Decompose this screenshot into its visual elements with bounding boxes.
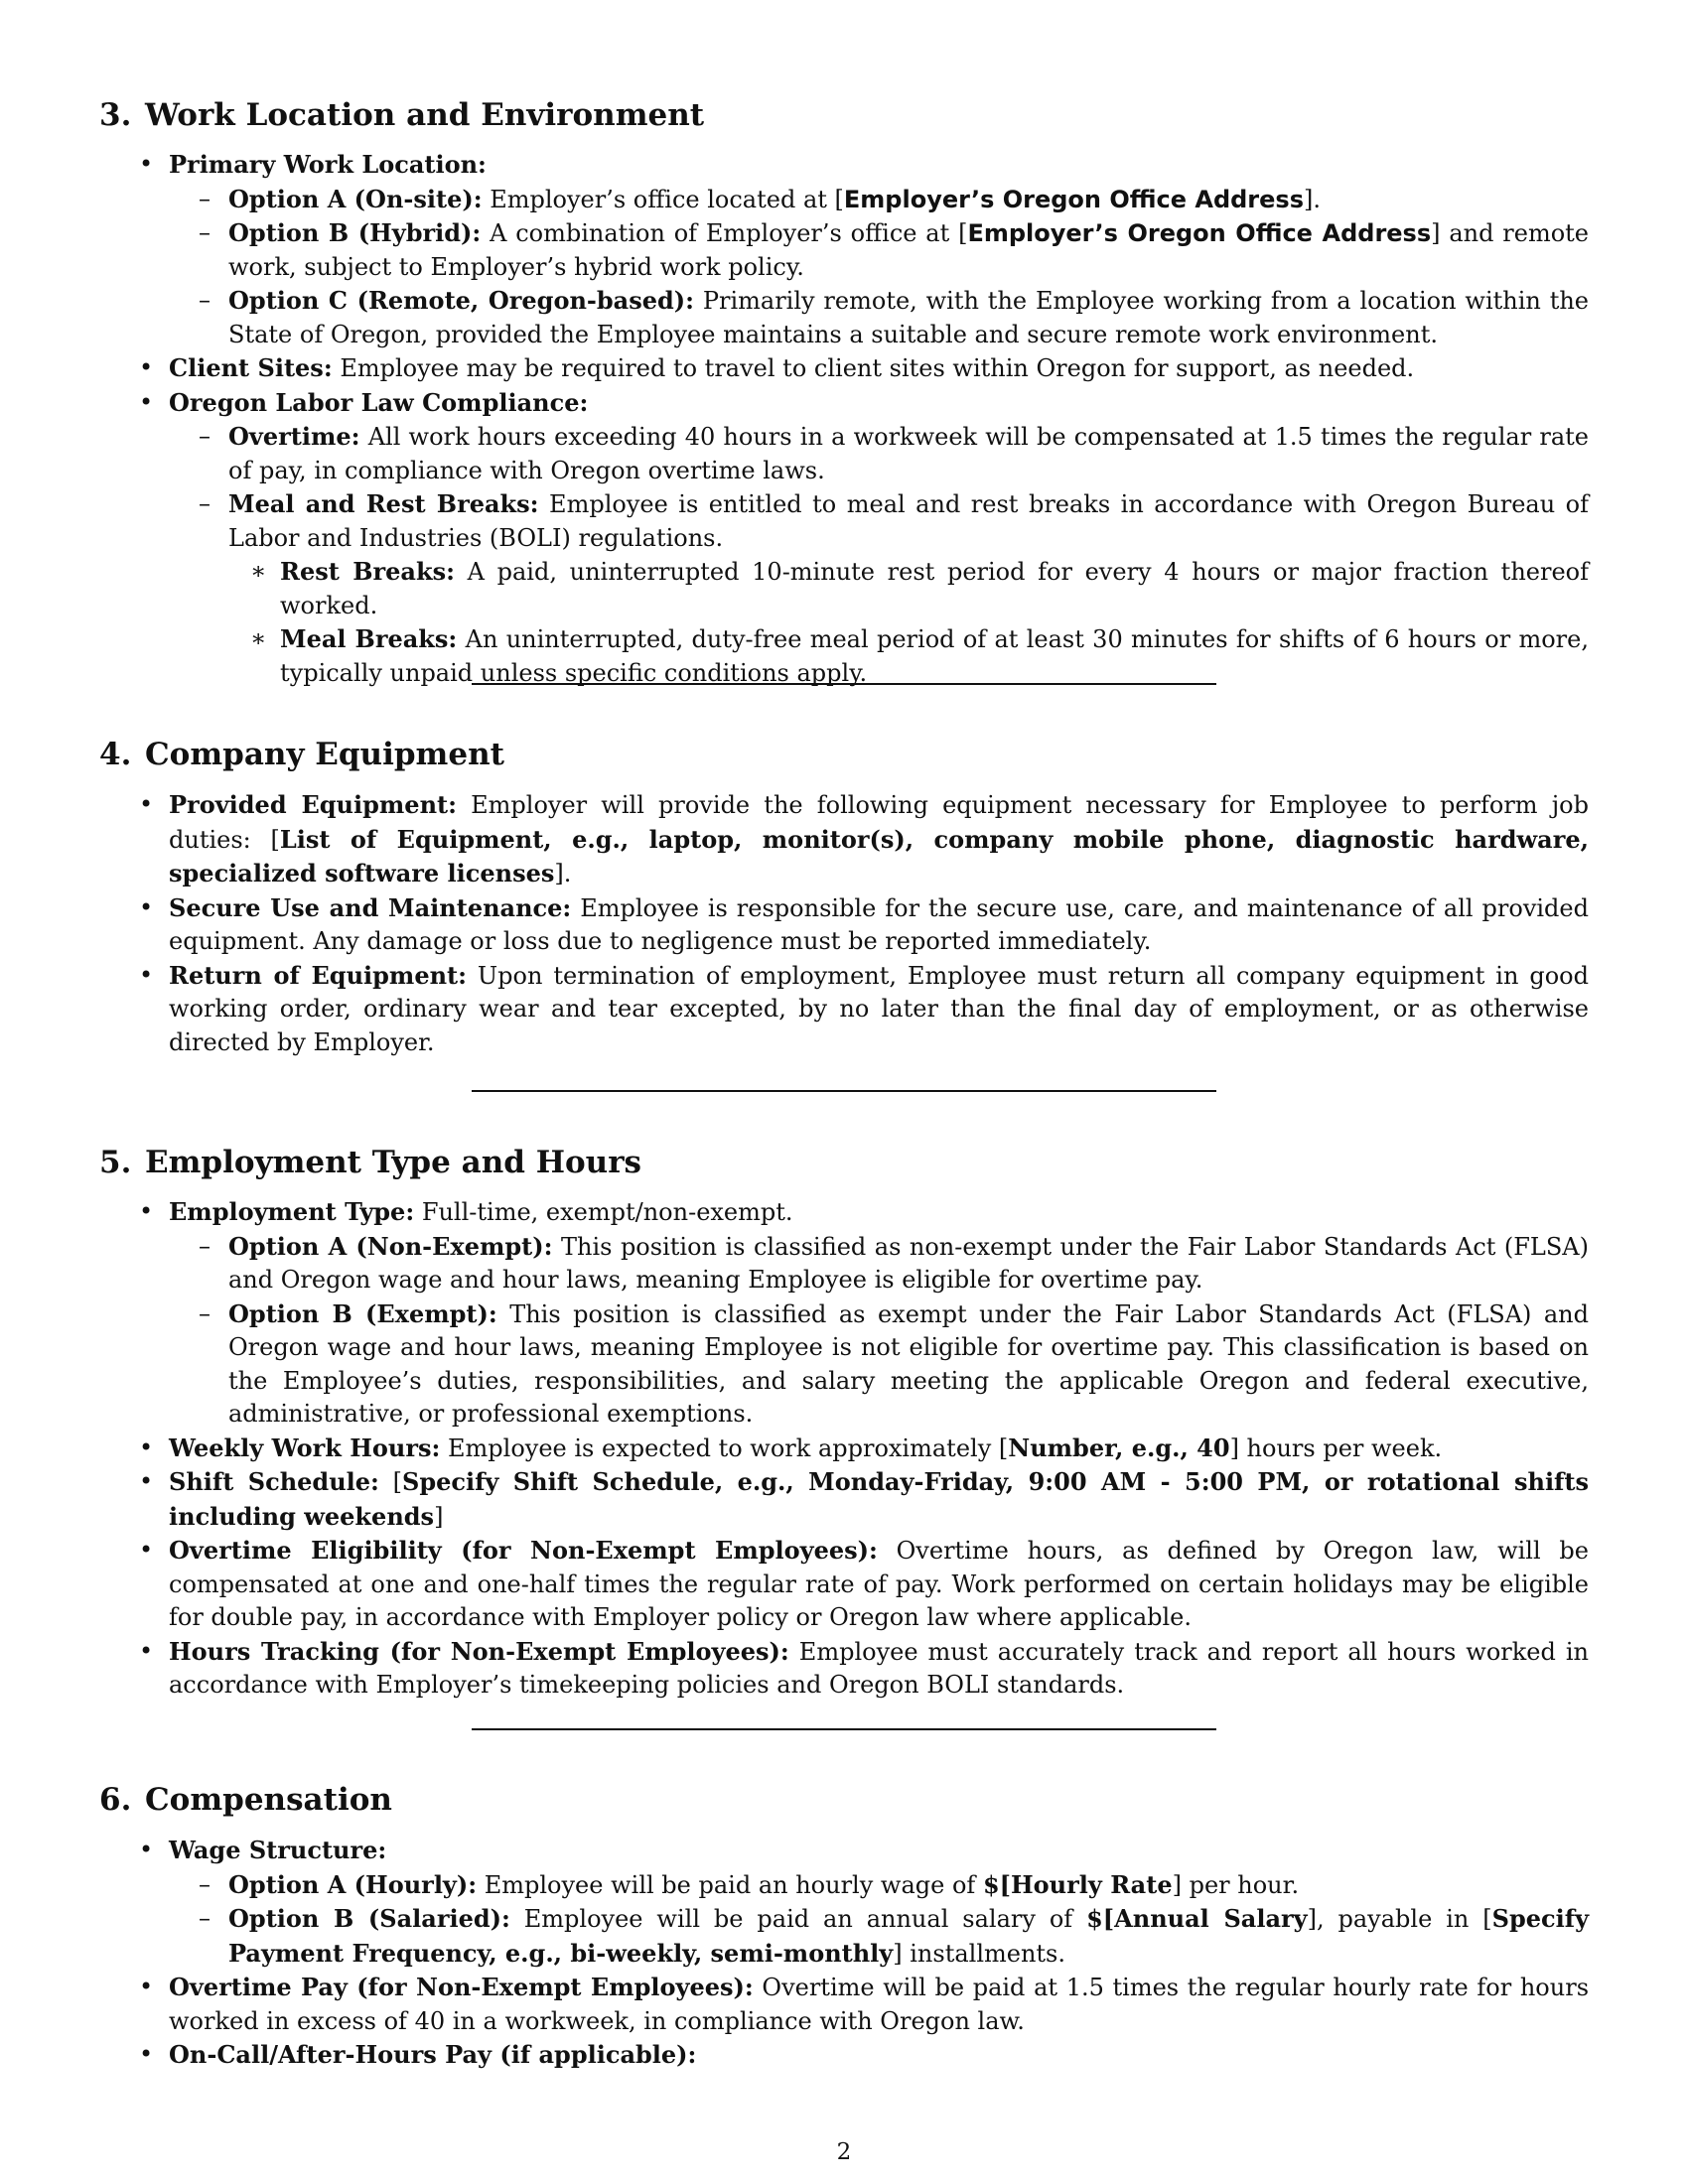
list-item: – Option A (Non-Exempt): This position is classified as non-exempt under the Fair Labor Standards Act (FLSA) and Oregon wage and hour laws, meaning Employee is eligible for overtime pay.: [169, 1230, 1589, 1297]
list-item: – Option A (On-site): Employer’s office located at [Employer’s Oregon Office Address].: [169, 183, 1589, 217]
section-divider: [472, 1728, 1216, 1730]
list-item: • Return of Equipment: Upon termination of employment, Employee must return all company equipment in good working order, ordinary wear and tear excepted, by no later than the final day of employment, or as otherwise directed by Employer.: [99, 959, 1589, 1060]
list-item: • Client Sites: Employee may be required to travel to client sites within Oregon for support, as needed.: [99, 351, 1589, 386]
list-item: – Overtime: All work hours exceeding 40 hours in a workweek will be compensated at 1.5 times the regular rate of pay, in compliance with Oregon overtime laws.: [169, 420, 1589, 487]
list-item: ∗ Rest Breaks: A paid, uninterrupted 10-minute rest period for every 4 hours or major fraction thereof worked.: [228, 555, 1589, 622]
list-item: – Option B (Salaried): Employee will be paid an annual salary of $[Annual Salary], payable in [Specify Payment Frequency, e.g., bi-weekly, semi-monthly] installments.: [169, 1902, 1589, 1971]
list-item: • Secure Use and Maintenance: Employee is responsible for the secure use, care, and maintenance of all provided equipment. Any damage or loss due to negligence must be reported immediately.: [99, 891, 1589, 959]
section-3-heading: 3. Work Location and Environment: [99, 97, 705, 133]
list-item: – Option B (Hybrid): A combination of Employer’s office at [Employer’s Oregon Office Address] and remote work, subject to Employer’s hybrid work policy.: [169, 216, 1589, 284]
section-3-body: [99, 148, 1589, 690]
page-number: 2: [836, 2139, 852, 2165]
list-item: • Wage Structure: – Option A (Hourly): Employee will be paid an hourly wage of $[Hourly Rate] per hour. – Option B (Salaried): Employee will be paid an annual salary of $[Annual Salary], payable in [Specify Payment Frequency, e.g., bi-weekly, semi-monthly] installments.: [99, 1834, 1589, 1971]
list-item: • Oregon Labor Law Compliance: – Overtime: All work hours exceeding 40 hours in a workweek will be compensated at 1.5 times the regular rate of pay, in compliance with Oregon overtime laws. – Meal and Rest Breaks: Employee is entitled to meal and rest breaks in accordance with Oregon Bureau of Labor and Industries (BOLI) regulations. ∗ Rest Breaks: A paid, uninterrupted 10-minute rest period for every 4 hours or major fraction thereof worked. ∗ Meal Breaks: An uninterrupted, duty-free meal period of at least 30 minutes for shifts of 6 hours or more, typically unpaid unless specific conditions apply.: [99, 386, 1589, 691]
list-item: • Hours Tracking (for Non-Exempt Employees): Employee must accurately track and report all hours worked in accordance with Employer’s timekeeping policies and Oregon BOLI standards.: [99, 1635, 1589, 1703]
list-item: • Overtime Pay (for Non-Exempt Employees): Overtime will be paid at 1.5 times the regular hourly rate for hours worked in excess of 40 in a workweek, in compliance with Oregon law.: [99, 1971, 1589, 2038]
list-item: – Option A (Hourly): Employee will be paid an hourly wage of $[Hourly Rate] per hour.: [169, 1868, 1589, 1903]
section-4-body: [99, 788, 1589, 1059]
section-divider: [472, 683, 1216, 685]
list-item: • Weekly Work Hours: Employee is expected to work approximately [Number, e.g., 40] hours per week.: [99, 1432, 1589, 1466]
list-item: – Option B (Exempt): This position is classified as exempt under the Fair Labor Standards Act (FLSA) and Oregon wage and hour laws, meaning Employee is not eligible for overtime pay. This classification is based on the Employee’s duties, responsibilities, and salary meeting the applicable Oregon and federal executive, administrative, or professional exemptions.: [169, 1297, 1589, 1432]
section-divider: [472, 1090, 1216, 1092]
list-item: • Employment Type: Full-time, exempt/non-exempt. – Option A (Non-Exempt): This position is classified as non-exempt under the Fair Labor Standards Act (FLSA) and Oregon wage and hour laws, meaning Employee is eligible for overtime pay. – Option B (Exempt): This position is classified as exempt under the Fair Labor Standards Act (FLSA) and Oregon wage and hour laws, meaning Employee is not eligible for overtime pay. This classification is based on the Employee’s duties, responsibilities, and salary meeting the applicable Oregon and federal executive, administrative, or professional exemptions.: [99, 1195, 1589, 1432]
section-6-heading: 6. Compensation: [99, 1782, 392, 1818]
list-item: – Option C (Remote, Oregon-based): Primarily remote, with the Employee working from a location within the State of Oregon, provided the Employee maintains a suitable and secure remote work environment.: [169, 284, 1589, 351]
section-4-heading: 4. Company Equipment: [99, 737, 504, 772]
document-page: [99, 0, 1589, 2184]
section-5-heading: 5. Employment Type and Hours: [99, 1145, 641, 1180]
list-item: • Provided Equipment: Employer will provide the following equipment necessary for Employee to perform job duties: [List of Equipment, e.g., laptop, monitor(s), company mobile phone, diagnostic hardware, specialized software licenses].: [99, 788, 1589, 891]
list-item: • Overtime Eligibility (for Non-Exempt Employees): Overtime hours, as defined by Oregon law, will be compensated at one and one-half times the regular rate of pay. Work performed on certain holidays may be eligible for double pay, in accordance with Employer policy or Oregon law where applicable.: [99, 1534, 1589, 1635]
list-item: • On-Call/After-Hours Pay (if applicable):: [99, 2038, 1589, 2073]
list-item: – Meal and Rest Breaks: Employee is entitled to meal and rest breaks in accordance with Oregon Bureau of Labor and Industries (BOLI) regulations. ∗ Rest Breaks: A paid, uninterrupted 10-minute rest period for every 4 hours or major fraction thereof worked. ∗ Meal Breaks: An uninterrupted, duty-free meal period of at least 30 minutes for shifts of 6 hours or more, typically unpaid unless specific conditions apply.: [169, 487, 1589, 690]
section-5-body: [99, 1195, 1589, 1703]
section-6-body: [99, 1834, 1589, 2073]
list-item: ∗ Meal Breaks: An uninterrupted, duty-free meal period of at least 30 minutes for shifts of 6 hours or more, typically unpaid unless specific conditions apply.: [228, 622, 1589, 690]
list-item: • Shift Schedule: [Specify Shift Schedule, e.g., Monday-Friday, 9:00 AM - 5:00 PM, or rotational shifts including weekends]: [99, 1465, 1589, 1534]
list-item: • Primary Work Location: – Option A (On-site): Employer’s office located at [Employer’s Oregon Office Address]. – Option B (Hybrid): A combination of Employer’s office at [Employer’s Oregon Office Address] and remote work, subject to Employer’s hybrid work policy. – Option C (Remote, Oregon-based): Primarily remote, with the Employee working from a location within the State of Oregon, provided the Employee maintains a suitable and secure remote work environment.: [99, 148, 1589, 351]
